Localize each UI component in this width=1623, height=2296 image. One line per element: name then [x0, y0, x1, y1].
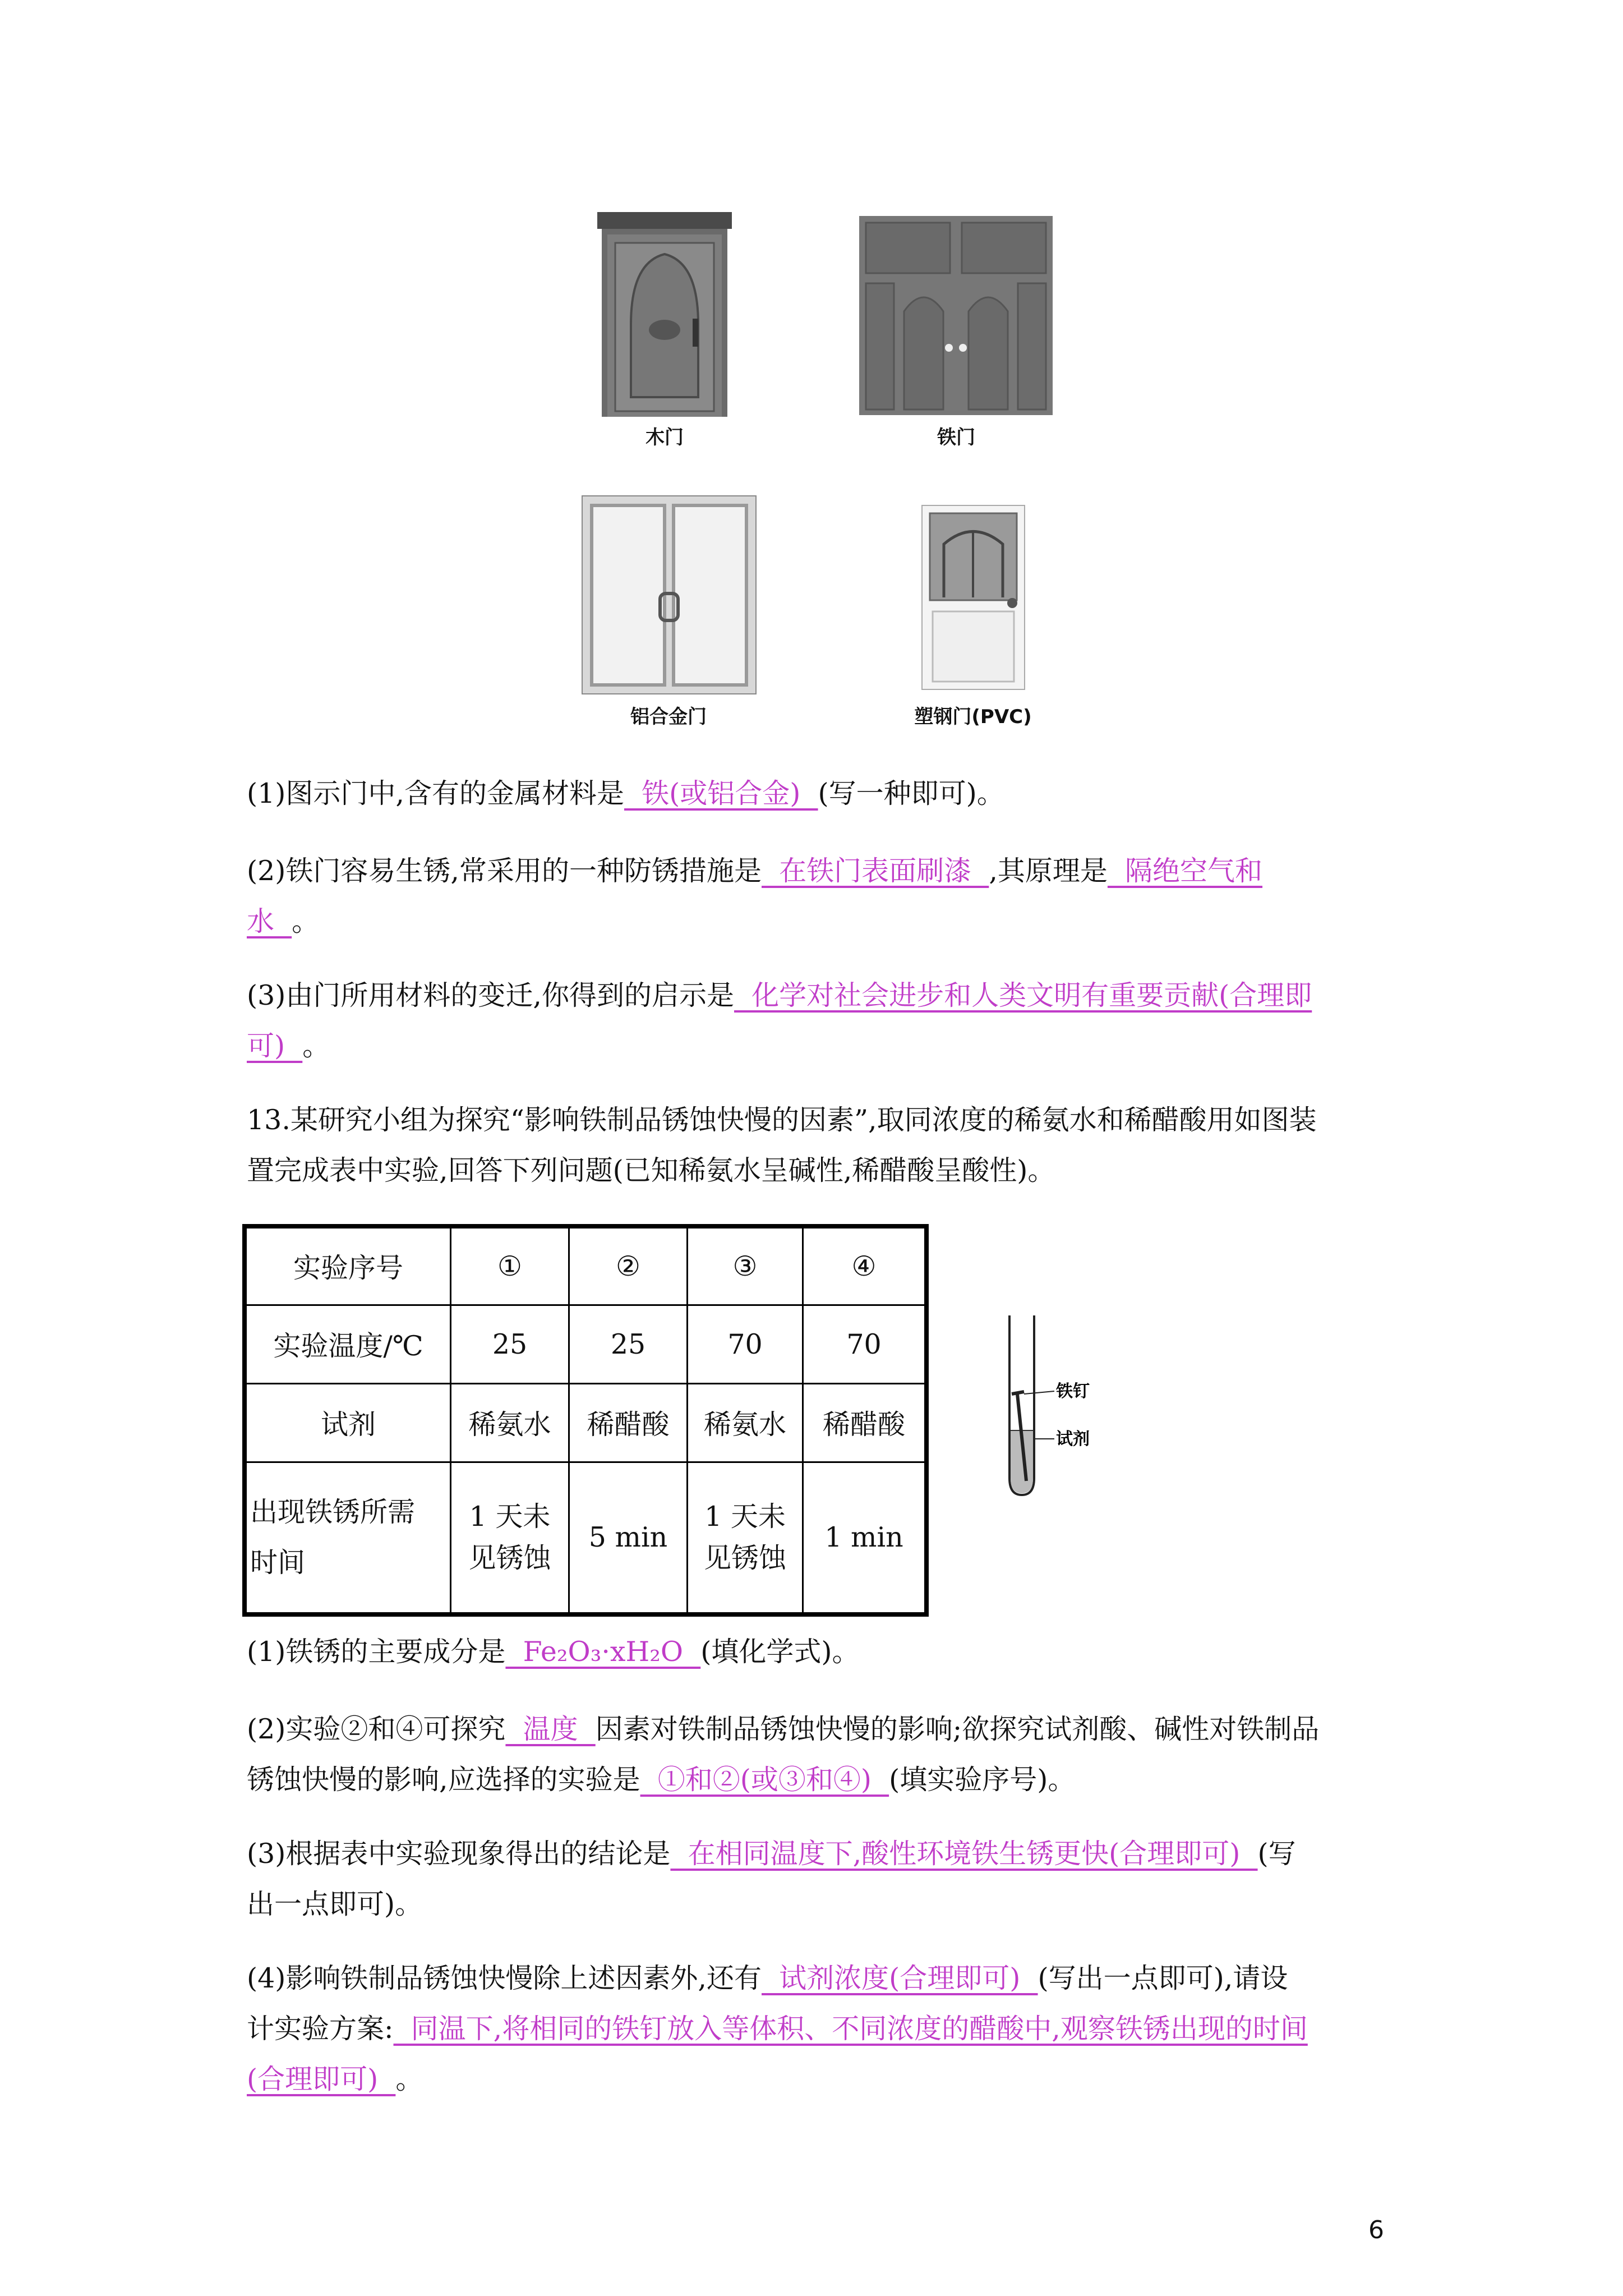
row4-label-b: 时间: [250, 1546, 306, 1579]
q13-a1-suffix: (填化学式)。: [700, 1636, 860, 1668]
q12-p3-answer-b: 可): [247, 1030, 303, 1062]
q13-a3-text: (3)根据表中实验现象得出的结论是: [247, 1838, 671, 1870]
aluminum-door-image: [582, 495, 757, 694]
test-tube-diagram: [998, 1310, 1133, 1512]
q13-part2: [247, 1704, 1396, 1805]
q13-part1: [247, 1627, 1396, 1677]
q12-p2-answer1: 在铁门表面刷漆: [762, 855, 989, 887]
q12-p2-suffix: 。: [292, 905, 320, 937]
q12-p2-answer2b: 水: [247, 905, 292, 937]
q12-part3: [247, 970, 1396, 1071]
q12-part1: [247, 769, 1396, 819]
table-cell: [245, 1462, 451, 1614]
wood-door-image: [597, 212, 732, 417]
table-row: [245, 1462, 926, 1614]
q13-intro-line2: 置完成表中实验,回答下列问题(已知稀氨水呈碱性,稀醋酸呈酸性)。: [247, 1154, 1055, 1186]
table-cell: ④: [803, 1226, 927, 1305]
q13-intro: [247, 1095, 1396, 1196]
q13-a4-answer2a: 同温下,将相同的铁钉放入等体积、不同浓度的醋酸中,观察铁锈出现的时间: [393, 2013, 1308, 2045]
cell-text: 1 天未: [704, 1500, 786, 1533]
q13-a4-suffix: 。: [395, 2063, 423, 2095]
wood-door-caption: 木门: [645, 426, 684, 449]
table-cell: ②: [569, 1226, 688, 1305]
table-cell: [688, 1462, 803, 1614]
table-cell: 25: [569, 1305, 688, 1383]
q13-a3-suffix-a: (写: [1257, 1838, 1296, 1870]
table-cell: 5 min: [569, 1462, 688, 1614]
table-row: [245, 1383, 926, 1462]
table-cell: 70: [688, 1305, 803, 1383]
q13-a4-line2: 计实验方案:: [247, 2013, 394, 2045]
q13-a2-answer2: ①和②(或③和④): [640, 1764, 889, 1796]
tube-label-nail: 铁钉: [1056, 1382, 1090, 1401]
iron-door-caption: 铁门: [937, 426, 975, 449]
table-cell: 稀氨水: [451, 1383, 569, 1462]
table-cell: 25: [451, 1305, 569, 1383]
table-cell: 稀醋酸: [803, 1383, 927, 1462]
q12-p1-suffix: (写一种即可)。: [818, 777, 1004, 809]
table-cell: [451, 1462, 569, 1614]
q13-a1-text: (1)铁锈的主要成分是: [247, 1636, 506, 1668]
pvc-door-caption: 塑钢门(PVC): [914, 706, 1032, 728]
row4-label-a: 出现铁锈所需: [250, 1496, 416, 1528]
q13-part4: [247, 1953, 1396, 2105]
table-cell: 试剂: [245, 1383, 451, 1462]
q13-a4-answer1: 试剂浓度(合理即可): [762, 1962, 1038, 1994]
table-cell: 实验温度/℃: [245, 1305, 451, 1383]
cell-text: 见锈蚀: [468, 1542, 551, 1574]
q12-p1-text: (1)图示门中,含有的金属材料是: [247, 777, 624, 809]
q13-a4-answer2b: (合理即可): [247, 2063, 396, 2095]
table-cell: ③: [688, 1226, 803, 1305]
q13-part3: [247, 1829, 1396, 1930]
table-cell: ①: [451, 1226, 569, 1305]
table-cell: 稀氨水: [688, 1383, 803, 1462]
q13-a3-suffix-b: 出一点即可)。: [247, 1888, 423, 1920]
experiment-table: [242, 1224, 929, 1617]
q12-p3-text: (3)由门所用材料的变迁,你得到的启示是: [247, 979, 734, 1011]
iron-door-image: [859, 216, 1053, 415]
q12-p3-suffix: 。: [302, 1030, 330, 1062]
q12-p3-answer-a: 化学对社会进步和人类文明有重要贡献(合理即: [734, 979, 1312, 1011]
cell-text: 1 天未: [469, 1500, 551, 1533]
pvc-door-image: [921, 505, 1025, 690]
q13-a4-mid: (写出一点即可),请设: [1038, 1962, 1288, 1994]
q12-p2-answer2a: 隔绝空气和: [1107, 855, 1263, 887]
tube-label-reagent: 试剂: [1056, 1429, 1090, 1449]
table-cell: 70: [803, 1305, 927, 1383]
aluminum-door-caption: 铝合金门: [630, 706, 707, 728]
q13-a2-suffix: (填实验序号)。: [889, 1764, 1076, 1796]
page-number: 6: [1368, 2216, 1384, 2244]
table-row: [245, 1305, 926, 1383]
q13-a1-answer: Fe₂O₃·xH₂O: [505, 1636, 701, 1668]
q13-a4-text: (4)影响铁制品锈蚀快慢除上述因素外,还有: [247, 1962, 762, 1994]
cell-text: 见锈蚀: [703, 1542, 786, 1574]
q13-a2-line2: 锈蚀快慢的影响,应选择的实验是: [247, 1764, 640, 1796]
q13-intro-line1: 13.某研究小组为探究“影响铁制品锈蚀快慢的因素”,取同浓度的稀氨水和稀醋酸用如图装: [247, 1104, 1317, 1136]
table-cell: 稀醋酸: [569, 1383, 688, 1462]
table-cell: 实验序号: [245, 1226, 451, 1305]
q12-part2: [247, 846, 1396, 947]
q12-p1-answer: 铁(或铝合金): [624, 777, 818, 809]
table-row: [245, 1226, 926, 1305]
q13-a2-text: (2)实验②和④可探究: [247, 1713, 506, 1745]
q12-p2-text: (2)铁门容易生锈,常采用的一种防锈措施是: [247, 855, 762, 887]
q13-a2-answer1: 温度: [505, 1713, 596, 1745]
q13-a2-mid: 因素对铁制品锈蚀快慢的影响;欲探究试剂酸、碱性对铁制品: [595, 1713, 1320, 1745]
table-cell: 1 min: [803, 1462, 927, 1614]
q13-a3-answer: 在相同温度下,酸性环境铁生锈更快(合理即可): [670, 1838, 1258, 1870]
q12-p2-mid: ,其原理是: [989, 855, 1108, 887]
